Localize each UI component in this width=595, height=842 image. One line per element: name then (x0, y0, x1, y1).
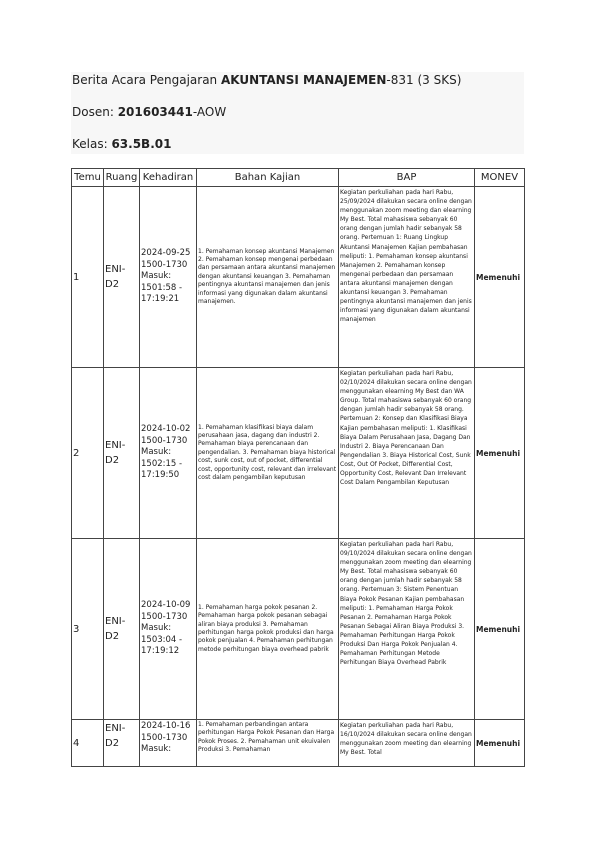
col-header-monev: MONEV (475, 169, 525, 187)
col-header-bahan-kajian: Bahan Kajian (197, 169, 339, 187)
cell-bap: Kegiatan perkuliahan pada hari Rabu, 25/09/2024 dilakukan secara online dengan menggunakan zoom meeting dan elearning My Best. Total mahasiswa sebanyak 60 orang dengan jumlah hadir sebanyak 58 orang. Pertemuan 1: Ruang Lingkup Akuntansi Manajemen Kajian pembahasan meliputi: 1. Pemahaman konsep akuntansi Manajemen 2. Pemahaman konsep mengenai perbedaan dan persamaan antara akuntansi manajemen dengan akuntansi keuangan 3. Pemahaman pentingnya akuntansi manajemen dan jenis informasi yang digunakan dalam akuntansi manajemen (339, 187, 475, 368)
cell-temu: 4 (72, 720, 104, 767)
cell-kehadiran: 2024-09-25 1500-1730 Masuk: 1501:58 - 17:19:21 (140, 187, 197, 368)
class-value: 63.5B.01 (111, 137, 172, 151)
cell-bap: Kegiatan perkuliahan pada hari Rabu, 09/10/2024 dilakukan secara online dengan menggunakan zoom meeting dan elearning My Best. Total mahasiswa sebanyak 60 orang dengan jumlah hadir sebanyak 58 orang. Pertemuan 3: Sistem Penentuan Biaya Pokok Pesanan Kajian pembahasan meliputi: 1. Pemahaman Harga Pokok Pesanan 2. Pemahaman Harga Pokok Pesanan Sebagai Aliran Biaya Produksi 3. Pemahaman Perhitungan Harga Pokok Produksi Dan Harga Pokok Penjualan 4. Pemahaman Perhitungan Metode Perhitungan Biaya Overhead Pabrik (339, 539, 475, 720)
table-row (72, 368, 525, 539)
table-row (72, 720, 525, 767)
cell-kehadiran: 2024-10-02 1500-1730 Masuk: 1502:15 - 17:19:50 (140, 368, 197, 539)
cell-bahan-kajian: 1. Pemahaman konsep akuntansi Manajemen 2. Pemahaman konsep mengenai perbedaan dan persamaan antara akuntansi manajemen dengan akuntansi keuangan 3. Pemahaman pentingnya akuntansi manajemen dan jenis informasi yang digunakan dalam akuntansi manajemen. (197, 187, 339, 368)
cell-ruang: ENI-D2 (104, 187, 140, 368)
cell-temu: 1 (72, 187, 104, 368)
cell-monev: Memenuhi (475, 720, 525, 767)
table-row (72, 539, 525, 720)
col-header-ruang: Ruang (104, 169, 140, 187)
cell-temu: 3 (72, 539, 104, 720)
cell-ruang: ENI-D2 (104, 720, 140, 767)
class-label: Kelas: (72, 137, 112, 151)
cell-ruang: ENI-D2 (104, 539, 140, 720)
course-code: -831 (3 SKS) (386, 73, 462, 87)
course-name: AKUNTANSI MANAJEMEN (220, 73, 387, 87)
cell-monev: Memenuhi (475, 187, 525, 368)
cell-bahan-kajian: 1. Pemahaman klasifikasi biaya dalam perusahaan jasa, dagang dan industri 2. Pemahaman biaya perencanaan dan pengendalian. 3. Pemahaman biaya historical cost, sunk cost, out of pocket, differential cost, opportunity cost, relevant dan irrelevant cost dalam pengambilan keputusan (197, 368, 339, 539)
lecturer-label: Dosen: (72, 105, 118, 119)
table-header-row (72, 169, 525, 187)
cell-monev: Memenuhi (475, 539, 525, 720)
table-row (72, 187, 525, 368)
class-line (72, 137, 171, 151)
col-header-bap: BAP (339, 169, 475, 187)
page-title (72, 73, 461, 87)
cell-kehadiran: 2024-10-16 1500-1730 Masuk: (140, 720, 197, 767)
col-header-temu: Temu (72, 169, 104, 187)
cell-ruang: ENI-D2 (104, 368, 140, 539)
col-header-kehadiran: Kehadiran (140, 169, 197, 187)
cell-bahan-kajian: 1. Pemahaman perbandingan antara perhitungan Harga Pokok Pesanan dan Harga Pokok Proses. 2. Pemahaman unit ekuivalen Produksi 3. Pemahaman (197, 720, 339, 767)
title-prefix: Berita Acara Pengajaran (72, 73, 221, 87)
cell-kehadiran: 2024-10-09 1500-1730 Masuk: 1503:04 - 17:19:12 (140, 539, 197, 720)
cell-temu: 2 (72, 368, 104, 539)
lecturer-line (72, 105, 226, 119)
cell-bap: Kegiatan perkuliahan pada hari Rabu, 16/10/2024 dilakukan secara online dengan menggunakan zoom meeting dan elearning My Best. Total (339, 720, 475, 767)
cell-bap: Kegiatan perkuliahan pada hari Rabu, 02/10/2024 dilakukan secara online dengan menggunakan elearning My Best dan WA Group. Total mahasiswa sebanyak 60 orang dengan jumlah hadir sebanyak 58 orang. Pertemuan 2: Konsep dan Klasifikasi Biaya Kajian pembahasan meliputi: 1. Klasifikasi Biaya Dalam Perusahaan Jasa, Dagang Dan Industri 2. Biaya Perencanaan Dan Pengendalian 3. Biaya Historical Cost, Sunk Cost, Out Of Pocket, Differential Cost, Opportunity Cost, Relevant Dan Irrelevant Cost Dalam Pengambilan Keputusan (339, 368, 475, 539)
cell-monev: Memenuhi (475, 368, 525, 539)
cell-bahan-kajian: 1. Pemahaman harga pokok pesanan 2. Pemahaman harga pokok pesanan sebagai aliran biaya produksi 3. Pemahaman perhitungan harga pokok produksi dan harga pokok penjualan 4. Pemahaman perhitungan metode perhitungan biaya overhead pabrik (197, 539, 339, 720)
lecturer-id: 201603441 (117, 105, 193, 119)
lecturer-suffix: -AOW (192, 105, 227, 119)
teaching-report-table (71, 168, 525, 767)
